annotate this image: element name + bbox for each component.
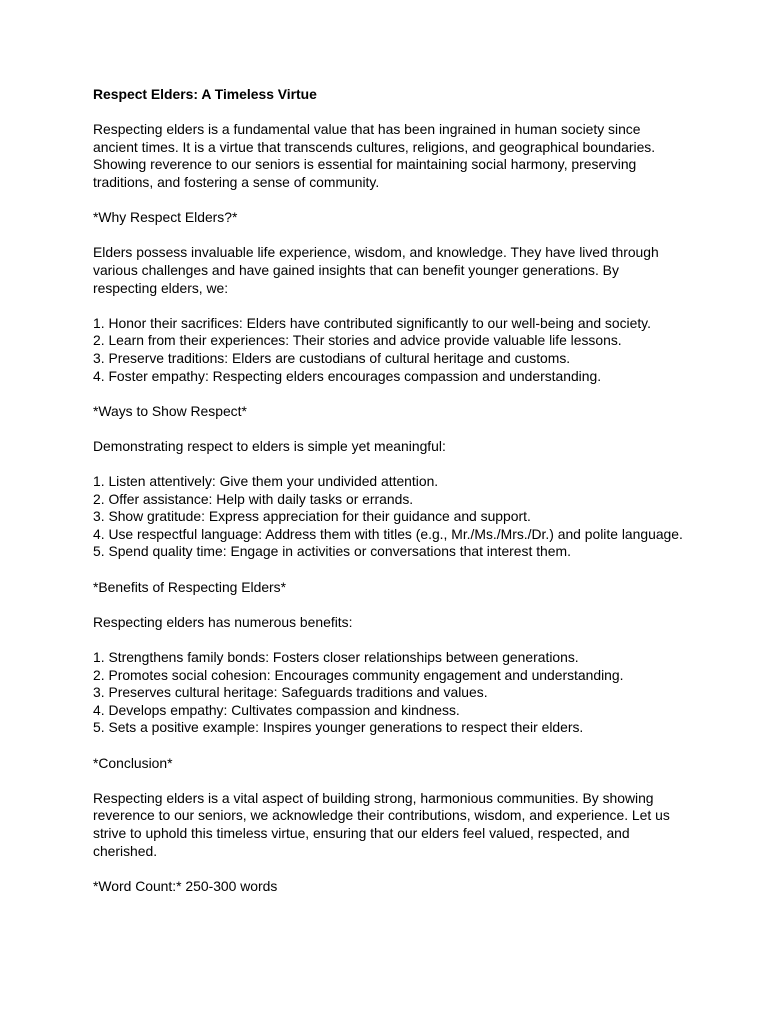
section-heading-benefits: *Benefits of Respecting Elders*: [93, 578, 287, 595]
list-item: 2. Offer assistance: Help with daily tasks or errands.: [93, 490, 414, 507]
list-item: 3. Preserves cultural heritage: Safeguards traditions and values.: [93, 684, 488, 701]
list-item: 2. Learn from their experiences: Their stories and advice provide valuable life lessons.: [93, 332, 622, 349]
section-paragraph-why: Elders possess invaluable life experience, wisdom, and knowledge. They have lived through various challenges and have gained insights that can benefit younger generations. By respecting elders, we:: [93, 244, 659, 296]
list-item: 3. Show gratitude: Express appreciation for their guidance and support.: [93, 508, 531, 525]
intro-paragraph: Respecting elders is a fundamental value that has been ingrained in human society since ancient times. It is a virtue that transcends cultures, religions, and geographical boundaries. Showing reverence to our seniors is essential for maintaining social harmony, preserving traditions, and fostering a sense of community.: [93, 121, 656, 190]
document-title: Respect Elders: A Timeless Virtue: [93, 86, 317, 102]
section-heading-why: *Why Respect Elders?*: [93, 209, 238, 226]
list-item: 3. Preserve traditions: Elders are custodians of cultural heritage and customs.: [93, 349, 571, 366]
list-item: 5. Sets a positive example: Inspires younger generations to respect their elders.: [93, 719, 584, 736]
section-paragraph-conclusion: Respecting elders is a vital aspect of building strong, harmonious communities. By showing reverence to our seniors, we acknowledge their contributions, wisdom, and experience. Let us strive to uphold this timeless virtue, ensuring that our elders feel valued, respected, and cherished.: [93, 789, 670, 859]
list-benefits: [93, 649, 683, 737]
list-ways: [93, 473, 683, 561]
list-item: 4. Develops empathy: Cultivates compassion and kindness.: [93, 701, 460, 718]
list-item: 4. Use respectful language: Address them with titles (e.g., Mr./Ms./Mrs./Dr.) and polite language.: [93, 525, 683, 542]
section-heading-ways: *Ways to Show Respect*: [93, 402, 247, 419]
word-count: *Word Count:* 250-300 words: [93, 877, 278, 894]
list-item: 1. Honor their sacrifices: Elders have contributed significantly to our well-being and society.: [93, 314, 651, 331]
list-item: 4. Foster empathy: Respecting elders encourages compassion and understanding.: [93, 367, 602, 384]
list-item: 1. Listen attentively: Give them your undivided attention.: [93, 473, 439, 490]
document-page: [93, 86, 683, 913]
section-heading-conclusion: *Conclusion*: [93, 754, 173, 771]
list-item: 2. Promotes social cohesion: Encourages community engagement and understanding.: [93, 666, 624, 683]
list-why: [93, 315, 683, 385]
section-paragraph-ways: Demonstrating respect to elders is simple yet meaningful:: [93, 437, 446, 454]
list-item: 5. Spend quality time: Engage in activities or conversations that interest them.: [93, 543, 571, 560]
section-paragraph-benefits: Respecting elders has numerous benefits:: [93, 613, 353, 630]
list-item: 1. Strengthens family bonds: Fosters closer relationships between generations.: [93, 649, 579, 665]
